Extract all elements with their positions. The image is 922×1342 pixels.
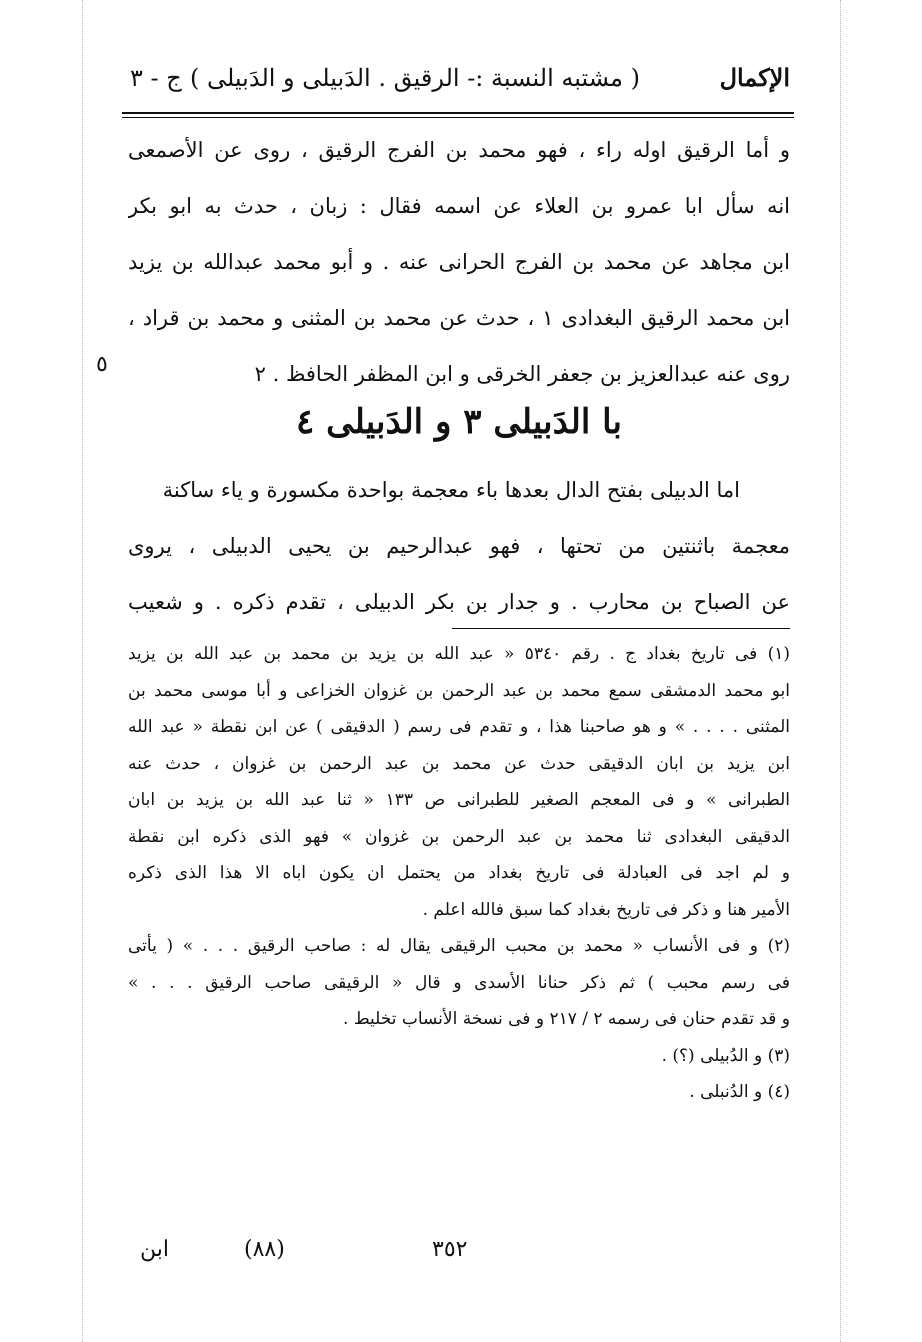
footnote-line: ابو محمد الدمشقى سمع محمد بن عبد الرحمن بن غزوان الخزاعى و أبا موسى محمد بن: [128, 680, 790, 701]
footnote-line: ابن يزيد بن ابان الدقيقى حدث عن محمد بن عبد الرحمن بن غزوان ، حدث عنه: [128, 753, 790, 774]
text-line: ابن مجاهد عن محمد بن الفرج الحرانى عنه . و أبو محمد عبدالله بن يزيد: [128, 250, 790, 274]
footnote-line: (١) فى تاريخ بغداد ج . رقم ٥٣٤٠ « عبد الله بن يزيد بن محمد بن عبد الله بن يزيد: [128, 644, 790, 664]
signature-mark: (٨٨): [244, 1237, 285, 1262]
footnote-line: و قد تقدم حنان فى رسمه ٢ / ٢١٧ و فى نسخة الأنساب تخليط .: [343, 1009, 790, 1029]
main-text: [128, 122, 790, 402]
section-text: [128, 462, 790, 630]
volume-number: ج - ٣: [130, 64, 182, 92]
scan-margin-guide: [840, 0, 841, 1342]
header-rule: [122, 112, 794, 114]
scan-margin-guide: [82, 0, 83, 1342]
line-number: ٥: [96, 352, 108, 377]
footnote-line: المثنى . . . . » و هو صاحبنا هذا ، و تقدم فى رسم ( الدقيقى ) عن ابن نقطة « عبد الله: [128, 717, 790, 737]
text-line: انه سأل ابا عمرو بن العلاء عن اسمه فقال : زبان ، حدث به ابو بكر: [128, 194, 790, 218]
footnote-line: و لم اجد فى العبادلة فى تاريخ بغداد من يحتمل ان يكون اباه الا هذا الذى ذكره: [128, 863, 790, 883]
book-title: الإكمال: [719, 63, 790, 92]
footnote-line: فى رسم محبب ) ثم ذكر حنانا الأسدى و قال « الرقيقى صاحب الرقيق . . . »: [128, 972, 790, 993]
text-line: معجمة باثنتين من تحتها ، فهو عبدالرحيم بن يحيى الدبيلى ، يروى: [128, 534, 790, 558]
catchword: ابن: [140, 1237, 169, 1262]
footnote-line: الطبرانى » و فى المعجم الصغير للطبرانى ص ١٣٣ « ثنا عبد الله بن يزيد بن ابان: [128, 790, 790, 810]
header-subject: ( مشتبه النسبة :- الرقيق . الدَبيلى و الدَبيلى ): [189, 64, 640, 92]
footnote-line: (٢) و فى الأنساب « محمد بن محبب الرقيقى يقال له : صاحب الرقيق . . . » ( يأتى: [128, 936, 790, 956]
footnote-line: الدقيقى البغدادى ثنا محمد بن عبد الرحمن بن غزوان » فهو الذى ذكره ابن نقطة: [128, 826, 790, 847]
footnotes: [128, 636, 790, 1111]
text-line: اما الدبيلى بفتح الدال بعدها باء معجمة بواحدة مكسورة و ياء ساكنة: [162, 478, 740, 502]
text-line: روى عنه عبدالعزيز بن جعفر الخرقى و ابن المظفر الحافظ . ٢: [254, 362, 790, 386]
footnote-separator: [452, 628, 790, 629]
footnote-line: (٣) و الدُبيلى (؟) .: [661, 1045, 790, 1066]
running-header: [130, 62, 790, 96]
section-heading: با الدَبيلى ٣ و الدَبيلى ٤: [296, 402, 622, 442]
footnote-line: الأمير هنا و ذكر فى تاريخ بغداد كما سبق فالله اعلم .: [422, 899, 790, 920]
page-number: ٣٥٢: [432, 1237, 468, 1262]
text-line: ابن محمد الرقيق البغدادى ١ ، حدث عن محمد بن المثنى و محمد بن قراد ،: [128, 306, 790, 330]
text-line: عن الصباح بن محارب . و جدار بن بكر الدبيلى ، تقدم ذكره . و شعيب: [128, 590, 790, 614]
text-line: و أما الرقيق اوله راء ، فهو محمد بن الفرج الرقيق ، روى عن الأصمعى: [128, 138, 790, 162]
header-rule-thin: [122, 117, 794, 118]
footnote-line: (٤) و الدُنبلى .: [689, 1082, 790, 1102]
page-footer: [0, 1232, 922, 1272]
